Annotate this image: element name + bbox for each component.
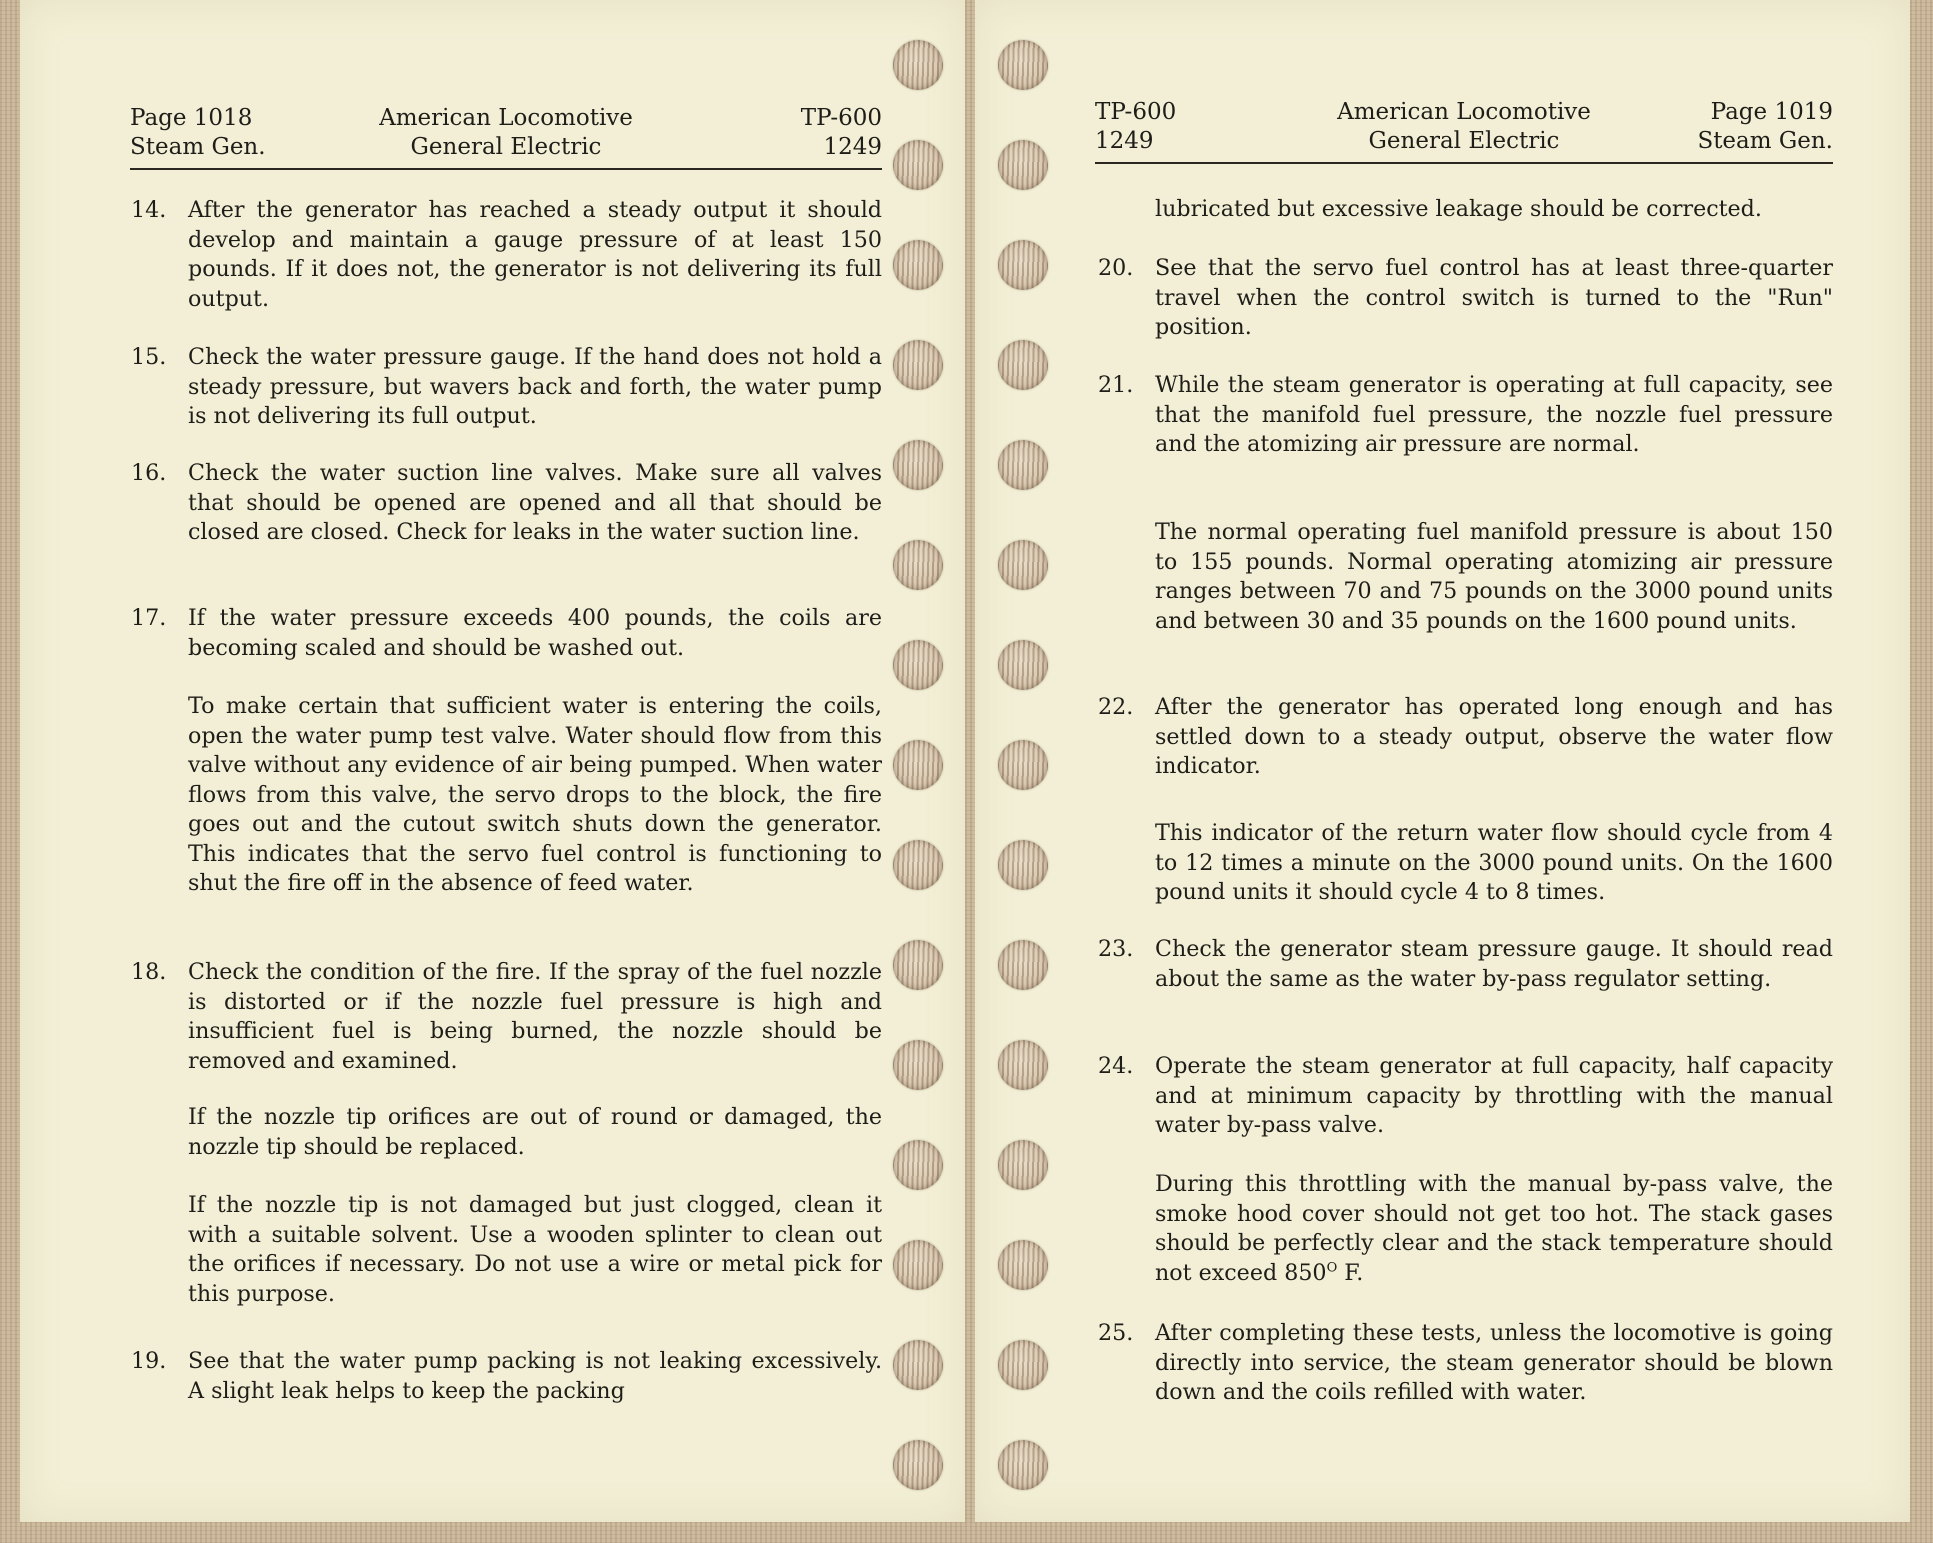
item-text: See that the servo fuel control has at least three-quarter travel when the control switch is turned to the "Run" position. (1155, 255, 1833, 340)
instruction-item-17 (131, 604, 882, 663)
note-paragraph: If the nozzle tip is not damaged but just clogged, clean it with a suitable solvent. Use a wooden splinter to clean out the orifices if necessary. Do not use a wire or metal pick for this purpose. (188, 1192, 882, 1307)
item-number: 23. (1098, 936, 1134, 962)
item-number: 19. (131, 1348, 167, 1374)
item-text: Check the generator steam pressure gauge. It should read about the same as the water by-pass regulator setting. (1155, 936, 1833, 992)
binding-hole (893, 240, 943, 290)
binding-hole (893, 1140, 943, 1190)
document-id: TP-600 (1095, 99, 1177, 125)
binding-hole (893, 740, 943, 790)
document-id: TP-600 (800, 105, 882, 131)
note-text: During this throttling with the manual by-pass valve, the smoke hood cover should not get too hot. The stack gases should be perfectly clear and the stack temperature should not exceed 850 (1155, 1171, 1833, 1286)
document-revision: 1249 (823, 134, 882, 160)
item-number: 15. (131, 344, 167, 370)
binding-hole (998, 840, 1048, 890)
item-number: 22. (1098, 694, 1134, 720)
instruction-item-14 (131, 196, 882, 314)
binding-hole (893, 1040, 943, 1090)
note-text-end: F. (1337, 1259, 1364, 1286)
right-page (975, 0, 1910, 1522)
binding-hole (893, 940, 943, 990)
instruction-item-20 (1098, 254, 1833, 343)
binding-hole (998, 1340, 1048, 1390)
item-text: Operate the steam generator at full capacity, half capacity and at minimum capacity by throttling with the manual water by-pass valve. (1155, 1053, 1833, 1138)
degree-mark: O (1326, 1260, 1338, 1276)
left-page (20, 0, 965, 1522)
item-number: 21. (1098, 372, 1134, 398)
binding-hole (893, 40, 943, 90)
company-line-2: General Electric (1368, 128, 1560, 154)
item-text: Check the condition of the fire. If the spray of the fuel nozzle is distorted or if the nozzle fuel pressure is high and insufficient fuel is being burned, the nozzle should be removed and examined. (188, 959, 882, 1074)
binding-hole (893, 340, 943, 390)
instruction-item-23 (1098, 935, 1833, 994)
page-number: Page 1018 (130, 105, 253, 131)
note-paragraph: To make certain that sufficient water is entering the coils, open the water pump test valve. Water should flow from this valve without any evidence of air being pumped. When water flows from this valve, the servo drops to the block, the fire goes out and the cutout switch shuts down the generator. This indicates that the servo fuel control is functioning to shut the fire off in the absence of feed water. (188, 693, 882, 896)
page-number: Page 1019 (1710, 99, 1833, 125)
note-paragraph (1155, 1170, 1833, 1288)
binding-hole (893, 840, 943, 890)
instruction-item-18 (131, 958, 882, 1076)
binding-hole (998, 540, 1048, 590)
left-page-header (130, 102, 882, 170)
note-paragraph: The normal operating fuel manifold pressure is about 150 to 155 pounds. Normal operating atomizing air pressure ranges between 70 and 75 pounds on the 3000 pound units and between 30 and 35 pounds on the 1600 pound units. (1155, 519, 1833, 634)
binding-hole (998, 1440, 1048, 1490)
binding-hole (998, 240, 1048, 290)
section-label: Steam Gen. (1697, 128, 1833, 154)
item-number: 16. (131, 460, 167, 486)
instruction-item-16 (131, 459, 882, 548)
item-text: Check the water pressure gauge. If the hand does not hold a steady pressure, but wavers back and forth, the water pump is not delivering its full output. (188, 344, 882, 429)
item-text: After the generator has reached a steady output it should develop and maintain a gauge pressure of at least 150 pounds. If it does not, the generator is not delivering its full output. (188, 197, 882, 312)
continuation-text: lubricated but excessive leakage should be corrected. (1155, 196, 1762, 222)
item-text: See that the water pump packing is not leaking excessively. A slight leak helps to keep the packing (188, 1348, 882, 1404)
company-line-1: American Locomotive (1337, 99, 1591, 125)
binding-hole (893, 1440, 943, 1490)
section-label: Steam Gen. (130, 134, 266, 160)
document-revision: 1249 (1095, 128, 1154, 154)
instruction-item-21 (1098, 371, 1833, 460)
note-paragraph: This indicator of the return water flow should cycle from 4 to 12 times a minute on the 3000 pound units. On the 1600 pound units it should cycle 4 to 8 times. (1155, 820, 1833, 905)
company-line-1: American Locomotive (379, 105, 633, 131)
binding-hole (998, 1140, 1048, 1190)
binding-hole (893, 440, 943, 490)
right-page-header (1095, 96, 1833, 164)
binding-hole (998, 140, 1048, 190)
binding-hole (893, 140, 943, 190)
instruction-item-22 (1098, 693, 1833, 782)
binding-hole (998, 740, 1048, 790)
binding-hole (893, 1240, 943, 1290)
binding-hole (998, 640, 1048, 690)
item-number: 20. (1098, 255, 1134, 281)
instruction-item-25 (1098, 1319, 1833, 1408)
binding-hole (893, 1340, 943, 1390)
item-number: 14. (131, 197, 167, 223)
item-text: Check the water suction line valves. Make sure all valves that should be opened are opened and all that should be closed are closed. Check for leaks in the water suction line. (188, 460, 882, 545)
binding-hole (998, 940, 1048, 990)
item-number: 18. (131, 959, 167, 985)
note-paragraph: If the nozzle tip orifices are out of round or damaged, the nozzle tip should be replaced. (188, 1104, 882, 1160)
binding-hole (998, 340, 1048, 390)
company-line-2: General Electric (410, 134, 602, 160)
item-number: 24. (1098, 1053, 1134, 1079)
instruction-item-19 (131, 1347, 882, 1406)
item-text: If the water pressure exceeds 400 pounds, the coils are becoming scaled and should be washed out. (188, 605, 882, 661)
item-number: 17. (131, 605, 167, 631)
item-text: While the steam generator is operating at full capacity, see that the manifold fuel pressure, the nozzle fuel pressure and the atomizing air pressure are normal. (1155, 372, 1833, 457)
instruction-item-24 (1098, 1052, 1833, 1141)
binding-hole (998, 1040, 1048, 1090)
binding-hole (998, 1240, 1048, 1290)
binding-hole (998, 440, 1048, 490)
instruction-item-15 (131, 343, 882, 432)
binding-hole (893, 640, 943, 690)
item-text: After completing these tests, unless the locomotive is going directly into service, the steam generator should be blown down and the coils refilled with water. (1155, 1320, 1833, 1405)
binding-hole (893, 540, 943, 590)
item-text: After the generator has operated long enough and has settled down to a steady output, observe the water flow indicator. (1155, 694, 1833, 779)
item-number: 25. (1098, 1320, 1134, 1346)
binding-hole (998, 40, 1048, 90)
